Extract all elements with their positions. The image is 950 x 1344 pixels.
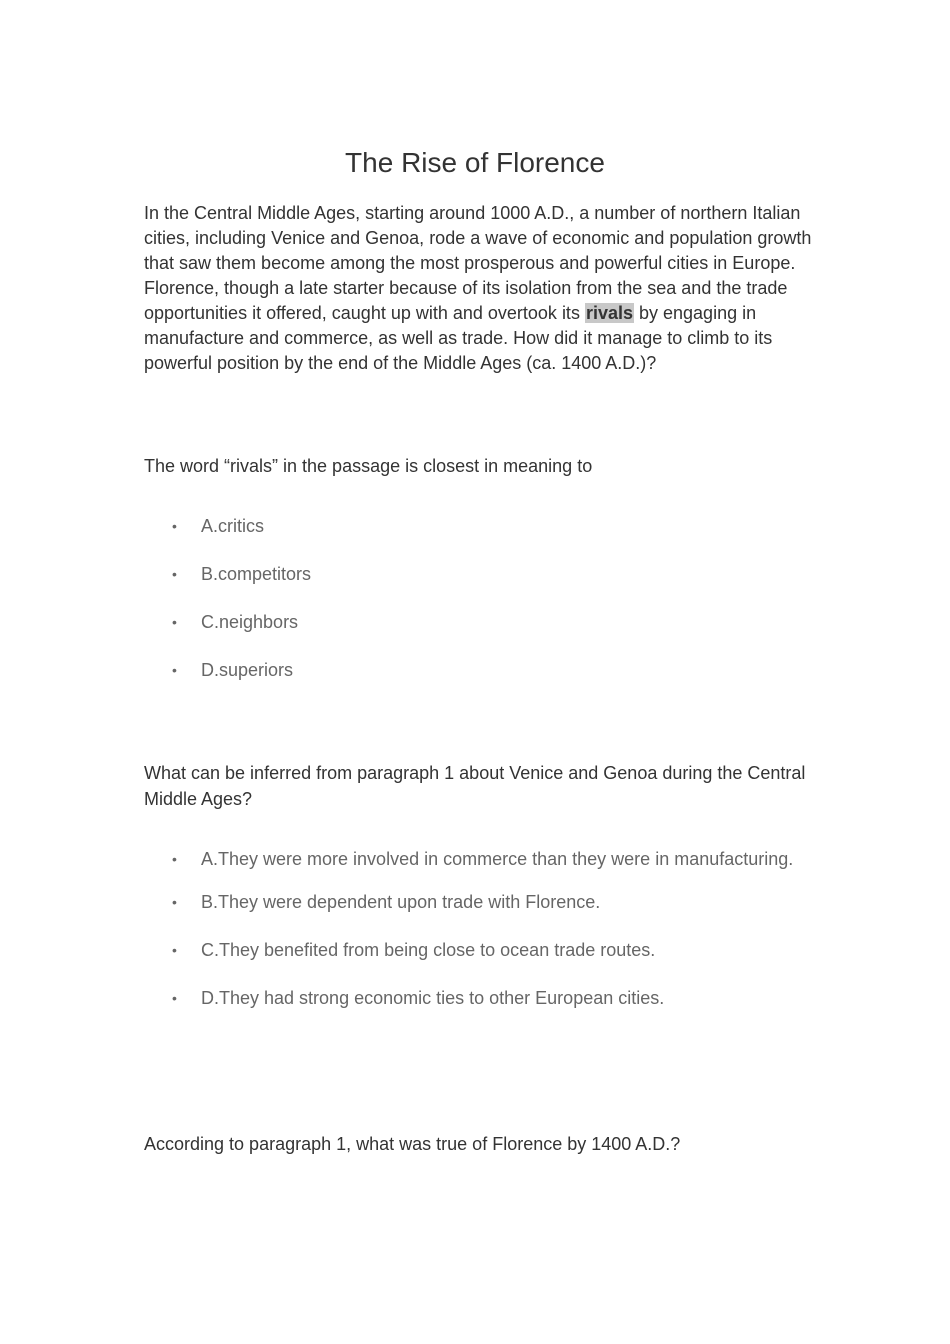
question-2-option-c[interactable]: [172, 936, 806, 964]
option-label: B.They were dependent upon trade with Florence.: [201, 892, 601, 912]
option-label: B.competitors: [201, 564, 312, 584]
option-label: A.critics: [201, 516, 264, 536]
bullet-icon: •: [172, 942, 177, 958]
passage-paragraph: [144, 201, 812, 376]
question-1-option-d[interactable]: [172, 656, 806, 684]
question-1-options: [172, 512, 806, 704]
question-2-prompt: What can be inferred from paragraph 1 about Venice and Genoa during the Central Middle Ages?: [144, 763, 806, 809]
question-1-option-b[interactable]: [172, 560, 806, 588]
bullet-icon: •: [172, 614, 177, 630]
question-1-option-a[interactable]: [172, 512, 806, 540]
question-1-option-c[interactable]: [172, 608, 806, 636]
question-3-prompt: According to paragraph 1, what was true of Florence by 1400 A.D.?: [144, 1134, 681, 1154]
passage-text-before: In the Central Middle Ages, starting around 1000 A.D., a number of northern Italian cities, including Venice and Genoa, rode a wave of economic and population growth that saw them become among the most prosperous and powerful cities in Europe. Florence, though a late starter because of its isolation from the sea and the trade opportunities it offered, caught up with and overtook its: [144, 203, 812, 323]
option-label: A.They were more involved in commerce than they were in manufacturing.: [201, 849, 794, 869]
option-label: D.superiors: [201, 660, 294, 680]
option-label: D.They had strong economic ties to other European cities.: [201, 988, 665, 1008]
highlighted-word: rivals: [585, 303, 633, 323]
passage-text-after: by engaging in manufacture and commerce, as well as trade. How did it manage to climb to its powerful position by the end of the Middle Ages (ca. 1400 A.D.)?: [144, 303, 773, 373]
bullet-icon: •: [172, 851, 177, 867]
bullet-icon: •: [172, 566, 177, 582]
question-2-option-a[interactable]: [172, 840, 806, 878]
question-1-prompt: The word “rivals” in the passage is closest in meaning to: [144, 456, 593, 476]
option-label: C.neighbors: [201, 612, 299, 632]
question-2-option-d[interactable]: [172, 984, 806, 1012]
bullet-icon: •: [172, 990, 177, 1006]
bullet-icon: •: [172, 894, 177, 910]
page-title: The Rise of Florence: [345, 147, 605, 178]
bullet-icon: •: [172, 518, 177, 534]
question-2-options: [172, 840, 806, 1032]
bullet-icon: •: [172, 662, 177, 678]
option-label: C.They benefited from being close to ocean trade routes.: [201, 940, 656, 960]
question-2-option-b[interactable]: [172, 888, 806, 916]
